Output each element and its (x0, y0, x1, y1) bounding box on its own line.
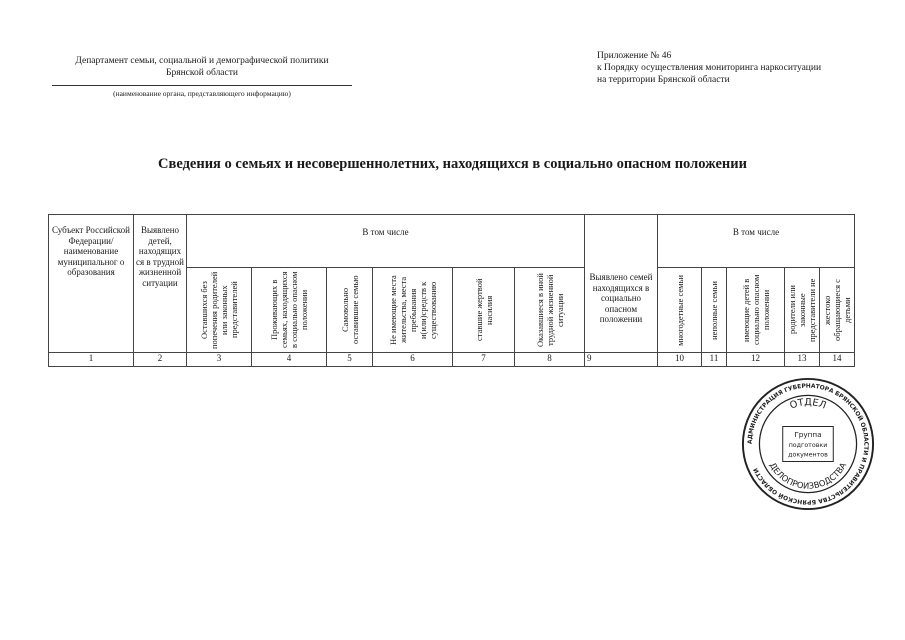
stamp-center-line1: Группа (794, 430, 822, 440)
col13-header: родители или законные представители не (785, 268, 820, 353)
appendix-line1: Приложение № 46 (597, 51, 672, 61)
column-number: 7 (453, 353, 515, 367)
col11-header: неполные семьи (702, 268, 727, 353)
stamp-ring-text: АДМИНИСТРАЦИЯ ГУБЕРНАТОРА БРЯНСКОЙ ОБЛАСТИ И ПРАВИТЕЛЬСТВА БРЯНСКОЙ ОБЛАСТИ (747, 383, 869, 505)
col-children-header: Выявлено детей, находящих ся в трудной жизненной ситуации (134, 215, 187, 353)
col12-header: имеющие детей в социально опасном положении (727, 268, 785, 353)
col4-header: Проживающих в семьях, находящихся в социально опасном положении (252, 268, 327, 353)
org-note: (наименование органа, представляющего информацию) (113, 89, 291, 98)
column-number: 13 (785, 353, 820, 367)
appendix-header (597, 50, 847, 86)
table-header-row-1 (49, 215, 855, 268)
official-stamp (740, 376, 876, 512)
report-table (48, 214, 855, 367)
column-number: 3 (187, 353, 252, 367)
column-number: 1 (49, 353, 134, 367)
stamp-center-line3: документов (788, 451, 828, 459)
column-number: 2 (134, 353, 187, 367)
col6-header: Не имеющие места жительства, места пребывания и(или)средств к существованию (373, 268, 453, 353)
group2-header: В том числе (658, 215, 855, 268)
svg-text:ДЕЛОПРОИЗВОДСТВА (768, 460, 849, 490)
col-families-header: Выявлено семей находящихся в социально опасном положении (585, 215, 658, 353)
org-name-line1: Департамент семьи, социальной и демографической политики (75, 56, 329, 66)
group1-header: В том числе (187, 215, 585, 268)
column-number: 12 (727, 353, 785, 367)
org-name-line2: Брянской области (166, 68, 238, 78)
col-subject-header: Субъект Российской Федерации/ наименование муниципальног о образования (49, 215, 134, 353)
document-title: Сведения о семьях и несовершеннолетних, находящихся в социально опасном положении (158, 156, 747, 172)
column-number: 14 (820, 353, 855, 367)
stamp-center-line2: подготовки (788, 441, 828, 449)
column-number: 5 (327, 353, 373, 367)
appendix-line3: на территории Брянской области (597, 75, 730, 85)
column-number: 10 (658, 353, 702, 367)
column-number: 9 (585, 353, 658, 367)
column-number: 11 (702, 353, 727, 367)
column-number: 4 (252, 353, 327, 367)
col10-header: многодетные семьи (658, 268, 702, 353)
column-number: 8 (515, 353, 585, 367)
col7-header: ставшие жертвой насилия (453, 268, 515, 353)
column-number: 6 (373, 353, 453, 367)
svg-text:ОТДЕЛ (788, 397, 827, 411)
stamp-dept-bottom: ДЕЛОПРОИЗВОДСТВА (767, 460, 849, 491)
organization-header (52, 55, 352, 100)
col14-header: жестоко обращающиеся с детьми (820, 268, 855, 353)
underline-divider (52, 85, 352, 86)
col5-header: Самовольно оставившие семью (327, 268, 373, 353)
stamp-dept-top: ОТДЕЛ (788, 397, 828, 412)
col3-header: Оставшихся без попечения родителей или законных представителей (187, 268, 252, 353)
appendix-line2: к Порядку осуществления мониторинга наркоситуации (597, 63, 822, 73)
column-number-row (49, 353, 855, 367)
col8-header: Оказавшиеся в иной трудной жизненной ситуации (515, 268, 585, 353)
